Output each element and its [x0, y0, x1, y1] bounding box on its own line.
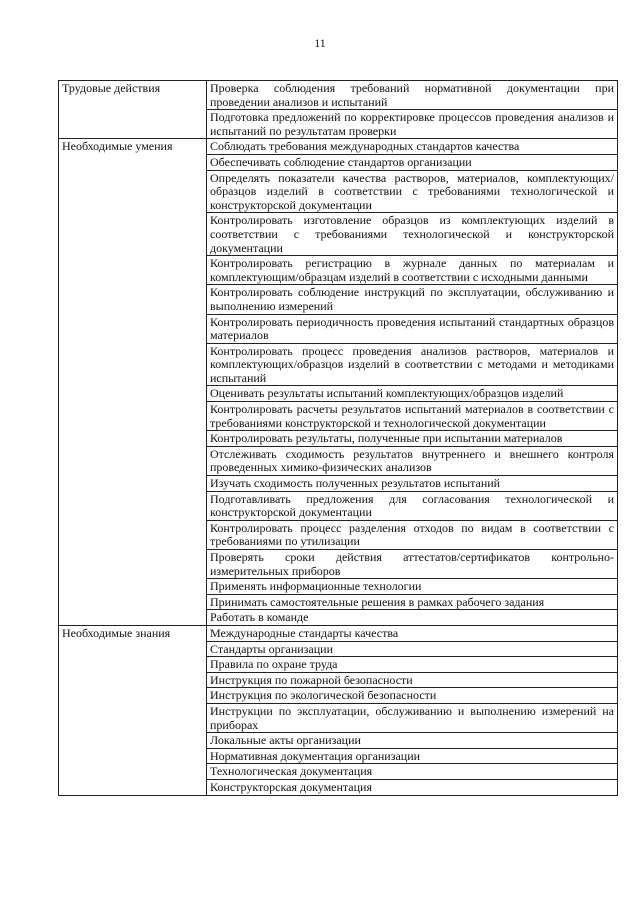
section-label: Трудовые действия: [59, 81, 207, 139]
table-row: [59, 139, 618, 155]
section-item: Подготовка предложений по корректировке процессов проведения анализов и испытаний по результатам проверки: [207, 110, 618, 139]
section-item: Контролировать изготовление образцов из комплектующих изделий в соответствии с требованиями технологической и конструкторской документации: [207, 213, 618, 256]
table-row: [59, 81, 618, 110]
section-item: Отслеживать сходимость результатов внутреннего и внешнего контроля проведенных химико-физических анализов: [207, 446, 618, 475]
section-item: Проверять сроки действия аттестатов/сертификатов контрольно-измерительных приборов: [207, 550, 618, 579]
section-label: Необходимые умения: [59, 139, 207, 626]
section-item: Международные стандарты качества: [207, 625, 618, 641]
section-item: Изучать сходимость полученных результатов испытаний: [207, 476, 618, 492]
competency-table: [58, 80, 618, 796]
section-item: Контролировать процесс проведения анализов растворов, материалов и комплектующих/образцов изделий в соответствии с методами и методиками испытаний: [207, 343, 618, 386]
section-item: Контролировать периодичность проведения испытаний стандартных образцов материалов: [207, 314, 618, 343]
section-item: Соблюдать требования международных стандартов качества: [207, 139, 618, 155]
section-item: Инструкция по пожарной безопасности: [207, 672, 618, 688]
section-item: Проверка соблюдения требований нормативной документации при проведении анализов и испытаний: [207, 81, 618, 110]
section-item: Подготавливать предложения для согласования технологической и конструкторской документации: [207, 491, 618, 520]
section-item: Обеспечивать соблюдение стандартов организации: [207, 154, 618, 170]
section-label: Необходимые знания: [59, 625, 207, 795]
section-item: Инструкция по экологической безопасности: [207, 688, 618, 704]
section-item: Контролировать соблюдение инструкций по эксплуатации, обслуживанию и выполнению измерений: [207, 285, 618, 314]
section-item: Стандарты организации: [207, 641, 618, 657]
section-item: Правила по охране труда: [207, 657, 618, 673]
section-item: Локальные акты организации: [207, 733, 618, 749]
section-item: Контролировать регистрацию в журнале данных по материалам и комплектующим/образцам изделий в соответствии с исходными данными: [207, 256, 618, 285]
section-item: Определять показатели качества растворов, материалов, комплектующих/образцов изделий в соответствии с требованиями технологической и конструкторской документации: [207, 170, 618, 213]
table-row: [59, 625, 618, 641]
section-item: Оценивать результаты испытаний комплектующих/образцов изделий: [207, 386, 618, 402]
page-number: 11: [314, 36, 326, 50]
section-item: Инструкции по эксплуатации, обслуживанию и выполнению измерений на приборах: [207, 703, 618, 732]
section-item: Контролировать процесс разделения отходов по видам в соответствии с требованиями по утилизации: [207, 520, 618, 549]
section-item: Применять информационные технологии: [207, 579, 618, 595]
section-item: Принимать самостоятельные решения в рамках рабочего задания: [207, 594, 618, 610]
section-item: Контролировать расчеты результатов испытаний материалов в соответствии с требованиями конструкторской и технологической документации: [207, 402, 618, 431]
section-item: Работать в команде: [207, 610, 618, 626]
section-item: Технологическая документация: [207, 764, 618, 780]
section-item: Нормативная документация организации: [207, 748, 618, 764]
section-item: Конструкторская документация: [207, 779, 618, 795]
section-item: Контролировать результаты, полученные при испытании материалов: [207, 431, 618, 447]
